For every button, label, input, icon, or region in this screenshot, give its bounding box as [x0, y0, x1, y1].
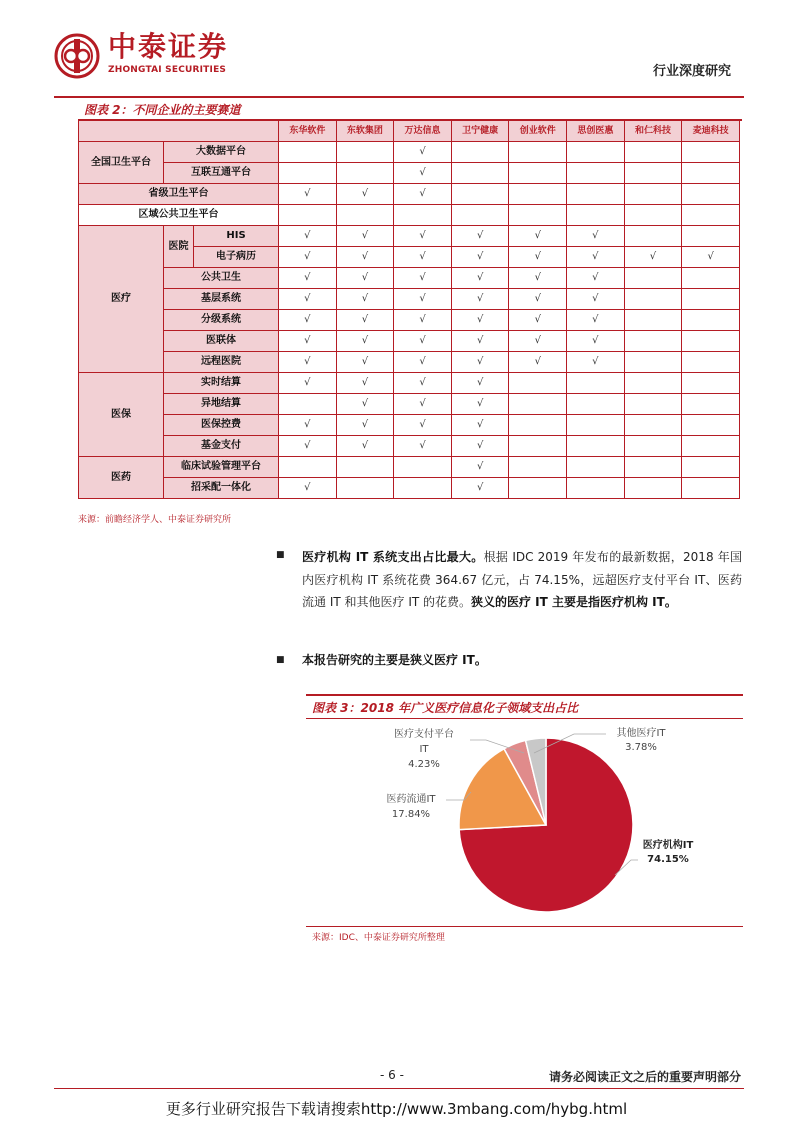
company-header: 东华软件: [279, 121, 337, 142]
table-corner-cell: [79, 121, 279, 142]
label-institution-name: 医疗机构IT: [642, 840, 694, 851]
table-row: [79, 394, 740, 415]
check-cell: [394, 457, 452, 478]
check-cell: √: [279, 247, 337, 268]
table-row: [79, 142, 740, 163]
logo-chinese-name: 中泰证券: [108, 30, 229, 63]
check-cell: [624, 415, 682, 436]
check-cell: √: [336, 289, 394, 310]
check-cell: [624, 163, 682, 184]
row-label: 远程医院: [164, 352, 279, 373]
row-label: 电子病历: [194, 247, 279, 268]
check-cell: √: [336, 226, 394, 247]
figure2-source: 来源：IDC、中泰证券研究所整理: [312, 933, 445, 943]
row-label: 医联体: [164, 331, 279, 352]
check-cell: √: [394, 310, 452, 331]
para1-lead: 医疗机构 IT 系统支出占比最大。: [302, 550, 484, 564]
check-cell: [567, 205, 625, 226]
check-cell: [682, 373, 740, 394]
table-row: [79, 373, 740, 394]
check-cell: [624, 436, 682, 457]
figure2-bottom-divider: [306, 926, 743, 927]
label-payment-value: 4.23%: [408, 759, 440, 770]
label-distribution-value: 17.84%: [391, 809, 431, 820]
check-cell: √: [394, 142, 452, 163]
table-row: [79, 331, 740, 352]
group-regional-platform: 区域公共卫生平台: [79, 205, 279, 226]
check-cell: √: [394, 163, 452, 184]
label-payment-name-2: IT: [419, 744, 429, 755]
logo-english-name: ZHONGTAI SECURITIES: [108, 65, 227, 75]
check-cell: √: [451, 331, 509, 352]
bullet-icon: ■: [276, 550, 285, 560]
check-cell: √: [451, 226, 509, 247]
group-provincial-platform: 省级卫生平台: [79, 184, 279, 205]
check-cell: √: [279, 436, 337, 457]
subgroup-hospital: 医院: [164, 226, 194, 268]
row-label: 基层系统: [164, 289, 279, 310]
table-row: [79, 478, 740, 499]
check-cell: [567, 184, 625, 205]
check-cell: √: [567, 289, 625, 310]
check-cell: [624, 457, 682, 478]
company-header: 和仁科技: [624, 121, 682, 142]
para1-body: 根据 IDC 2019 年发布的最新数据，2018 年国内医疗机构 IT 系统花费 364.67 亿元，占 74.15%，远超医疗支付平台 IT、医药流通 IT 和其他医疗 IT 的花费。: [302, 550, 742, 609]
check-cell: [682, 184, 740, 205]
table-row: [79, 289, 740, 310]
check-cell: [336, 205, 394, 226]
check-cell: [451, 142, 509, 163]
footer-divider: [54, 1088, 744, 1089]
check-cell: [567, 436, 625, 457]
check-cell: √: [279, 415, 337, 436]
check-cell: [567, 415, 625, 436]
check-cell: [509, 436, 567, 457]
check-cell: √: [279, 331, 337, 352]
check-cell: √: [394, 373, 452, 394]
table-row: [79, 310, 740, 331]
check-cell: [336, 457, 394, 478]
row-label: 大数据平台: [164, 142, 279, 163]
check-cell: √: [509, 352, 567, 373]
check-cell: [279, 142, 337, 163]
check-cell: √: [451, 436, 509, 457]
check-cell: [624, 331, 682, 352]
check-cell: √: [336, 436, 394, 457]
row-label: 实时结算: [164, 373, 279, 394]
check-cell: [451, 184, 509, 205]
check-cell: √: [394, 289, 452, 310]
check-cell: [682, 310, 740, 331]
check-cell: √: [509, 289, 567, 310]
check-cell: √: [682, 247, 740, 268]
pie-chart: [306, 720, 743, 925]
check-cell: [394, 478, 452, 499]
company-header: 卫宁健康: [451, 121, 509, 142]
check-cell: [624, 184, 682, 205]
check-cell: [567, 394, 625, 415]
check-cell: [624, 268, 682, 289]
table-row: [79, 436, 740, 457]
disclaimer-note: 请务必阅读正文之后的重要声明部分: [548, 1070, 741, 1084]
check-cell: √: [394, 184, 452, 205]
check-cell: √: [567, 310, 625, 331]
check-cell: √: [567, 226, 625, 247]
check-cell: √: [336, 394, 394, 415]
row-label: 异地结算: [164, 394, 279, 415]
check-cell: [394, 205, 452, 226]
check-cell: √: [394, 415, 452, 436]
check-cell: √: [336, 352, 394, 373]
paragraph-1: [302, 546, 742, 614]
check-cell: [567, 457, 625, 478]
table-row: [79, 184, 740, 205]
check-cell: √: [394, 394, 452, 415]
row-label: 临床试验管理平台: [164, 457, 279, 478]
check-cell: √: [509, 247, 567, 268]
figure2-title: 图表 3：2018 年广义医疗信息化子领域支出占比: [312, 701, 579, 715]
check-cell: [682, 352, 740, 373]
check-cell: √: [451, 373, 509, 394]
check-cell: [509, 205, 567, 226]
table-row: [79, 415, 740, 436]
bullet-icon: ■: [276, 655, 285, 665]
check-cell: √: [509, 226, 567, 247]
label-other-name: 其他医疗IT: [616, 728, 666, 739]
check-cell: √: [336, 247, 394, 268]
check-cell: [567, 142, 625, 163]
check-cell: √: [336, 331, 394, 352]
check-cell: √: [336, 415, 394, 436]
check-cell: [567, 478, 625, 499]
figure1-title: 图表 2：不同企业的主要赛道: [84, 103, 241, 117]
check-cell: [509, 373, 567, 394]
check-cell: √: [279, 226, 337, 247]
header-divider: [54, 96, 744, 98]
check-cell: √: [336, 310, 394, 331]
check-cell: [624, 289, 682, 310]
check-cell: [279, 205, 337, 226]
check-cell: [682, 415, 740, 436]
label-distribution-name: 医药流通IT: [386, 794, 436, 805]
company-header: 创业软件: [509, 121, 567, 142]
figure1-source: 来源：前瞻经济学人、中泰证券研究所: [78, 515, 232, 525]
check-cell: √: [279, 268, 337, 289]
check-cell: [624, 142, 682, 163]
company-header: 麦迪科技: [682, 121, 740, 142]
row-label: 医保控费: [164, 415, 279, 436]
check-cell: [624, 394, 682, 415]
download-link-text[interactable]: 更多行业研究报告下载请搜索http://www.3mbang.com/hybg.html: [165, 1100, 628, 1118]
check-cell: [279, 394, 337, 415]
check-cell: [682, 478, 740, 499]
check-cell: √: [451, 394, 509, 415]
check-cell: [682, 331, 740, 352]
check-cell: [509, 457, 567, 478]
check-cell: [624, 373, 682, 394]
check-cell: [624, 226, 682, 247]
check-cell: √: [279, 184, 337, 205]
check-cell: [509, 184, 567, 205]
zhongtai-logo-icon: [54, 33, 100, 79]
check-cell: [509, 142, 567, 163]
check-cell: [567, 373, 625, 394]
check-cell: √: [451, 478, 509, 499]
row-label: 分级系统: [164, 310, 279, 331]
company-header: 东软集团: [336, 121, 394, 142]
check-cell: √: [336, 184, 394, 205]
check-cell: [682, 289, 740, 310]
check-cell: [624, 478, 682, 499]
group-medical: 医疗: [79, 226, 164, 373]
check-cell: [509, 163, 567, 184]
group-pharma: 医药: [79, 457, 164, 499]
check-cell: √: [509, 268, 567, 289]
check-cell: [624, 205, 682, 226]
figure2-top-divider: [306, 694, 743, 696]
check-cell: [451, 205, 509, 226]
check-cell: √: [451, 268, 509, 289]
check-cell: [509, 394, 567, 415]
check-cell: [451, 163, 509, 184]
paragraph-2: 本报告研究的主要是狭义医疗 IT。: [302, 653, 487, 667]
company-header: 万达信息: [394, 121, 452, 142]
check-cell: √: [509, 331, 567, 352]
report-type: 行业深度研究: [652, 64, 731, 79]
table-row: [79, 226, 740, 247]
row-label: 招采配一体化: [164, 478, 279, 499]
check-cell: [624, 352, 682, 373]
check-cell: √: [451, 310, 509, 331]
row-label: HIS: [194, 226, 279, 247]
check-cell: [682, 436, 740, 457]
check-cell: √: [451, 247, 509, 268]
check-cell: [279, 163, 337, 184]
check-cell: √: [451, 289, 509, 310]
check-cell: √: [624, 247, 682, 268]
check-cell: [509, 415, 567, 436]
table-row: [79, 268, 740, 289]
check-cell: [624, 310, 682, 331]
page-number: - 6 -: [380, 1068, 404, 1082]
group-national-platform: 全国卫生平台: [79, 142, 164, 184]
check-cell: √: [394, 247, 452, 268]
label-institution-value: 74.15%: [647, 854, 689, 865]
check-cell: [682, 268, 740, 289]
check-cell: [682, 457, 740, 478]
check-cell: √: [279, 478, 337, 499]
company-header: 思创医惠: [567, 121, 625, 142]
label-payment-name-1: 医疗支付平台: [394, 729, 454, 740]
check-cell: √: [394, 436, 452, 457]
check-cell: [279, 457, 337, 478]
table-row: [79, 205, 740, 226]
check-cell: √: [567, 331, 625, 352]
row-label: 公共卫生: [164, 268, 279, 289]
check-cell: √: [279, 352, 337, 373]
check-cell: [682, 163, 740, 184]
check-cell: √: [279, 289, 337, 310]
row-label: 基金支付: [164, 436, 279, 457]
group-insurance: 医保: [79, 373, 164, 457]
check-cell: √: [279, 310, 337, 331]
check-cell: √: [509, 310, 567, 331]
check-cell: √: [394, 268, 452, 289]
check-cell: [682, 142, 740, 163]
check-cell: √: [451, 457, 509, 478]
table-row: [79, 457, 740, 478]
check-cell: [336, 142, 394, 163]
check-cell: √: [279, 373, 337, 394]
check-cell: [336, 163, 394, 184]
check-cell: √: [336, 373, 394, 394]
check-cell: √: [567, 268, 625, 289]
check-cell: [567, 163, 625, 184]
check-cell: [682, 226, 740, 247]
check-cell: √: [451, 415, 509, 436]
check-cell: √: [394, 352, 452, 373]
check-cell: √: [394, 331, 452, 352]
row-label: 互联互通平台: [164, 163, 279, 184]
table-row: [79, 352, 740, 373]
check-cell: √: [567, 247, 625, 268]
check-cell: √: [451, 352, 509, 373]
label-other-value: 3.78%: [625, 742, 657, 753]
check-cell: [682, 205, 740, 226]
check-cell: [682, 394, 740, 415]
check-cell: [509, 478, 567, 499]
figure2-divider: [306, 718, 743, 719]
check-cell: √: [394, 226, 452, 247]
company-track-table: [78, 120, 740, 499]
table-row: [79, 163, 740, 184]
check-cell: [336, 478, 394, 499]
para1-conclusion: 狭义的医疗 IT 主要是指医疗机构 IT。: [471, 595, 677, 609]
check-cell: √: [567, 352, 625, 373]
check-cell: √: [336, 268, 394, 289]
table-header-row: [79, 121, 740, 142]
